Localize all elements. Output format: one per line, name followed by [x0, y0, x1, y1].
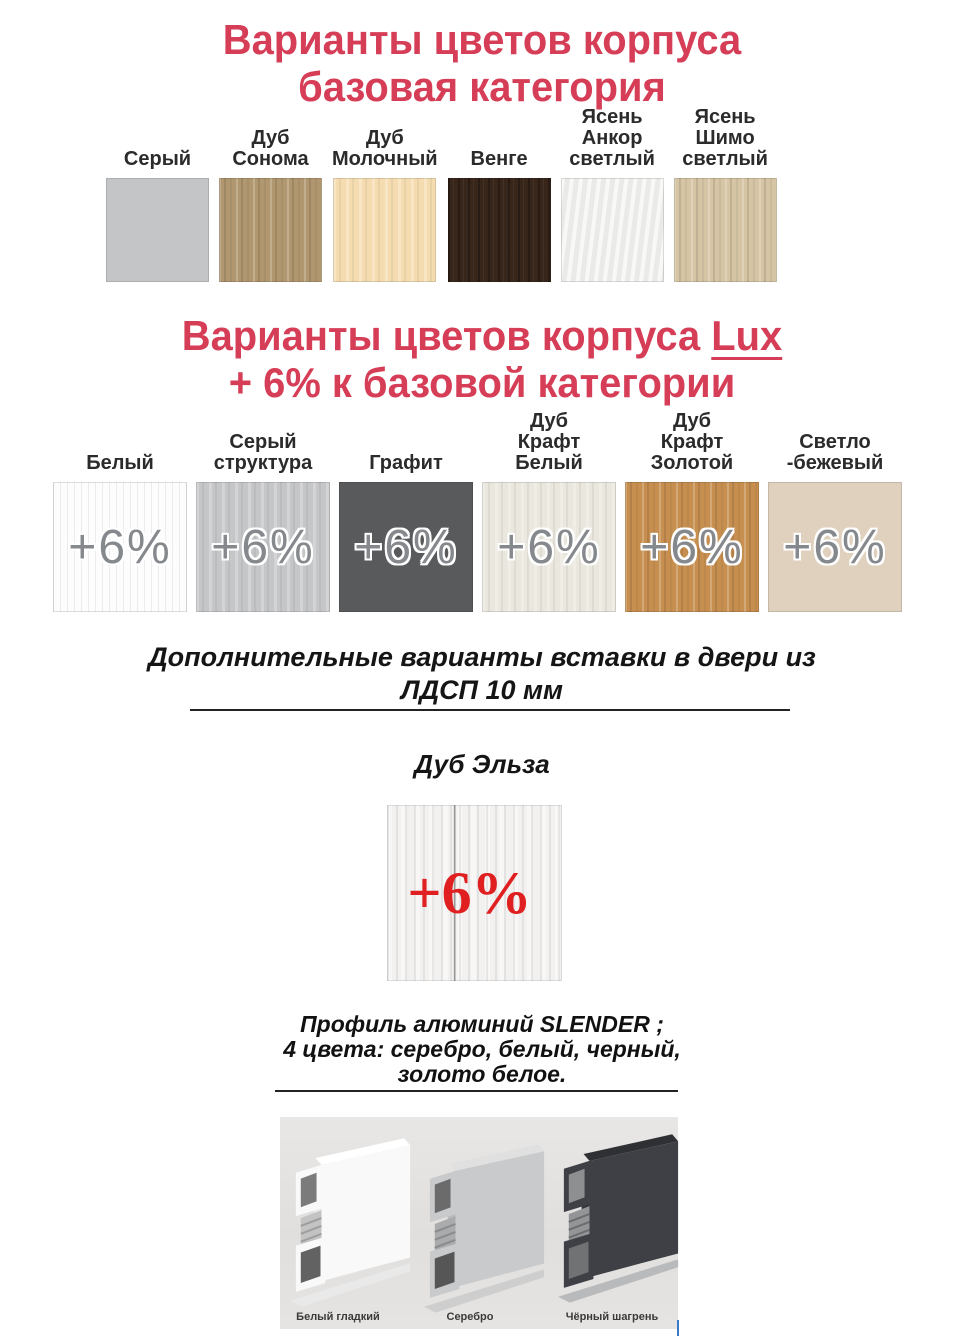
swatch-column	[332, 108, 438, 282]
color-swatch	[339, 482, 473, 612]
base-title-line2: базовая категория	[298, 63, 666, 110]
profile-text-line2: 4 цвета: серебро, белый, черный,	[283, 1036, 681, 1062]
swatch-column	[53, 404, 187, 612]
plus6-badge: +6%	[68, 520, 172, 574]
swatch-label: Светло -бежевый	[786, 431, 884, 474]
swatch-column	[482, 404, 616, 612]
plus6-badge: +6%	[354, 520, 458, 574]
color-swatch	[219, 178, 322, 282]
swatch-label: Ясень Шимо светлый	[682, 106, 768, 170]
profile-image-black	[556, 1131, 684, 1305]
elza-plus6-badge: +6%	[407, 859, 532, 926]
blue-edge-mark	[677, 1320, 679, 1336]
color-swatch	[53, 482, 187, 612]
insert-heading-line1: Дополнительные варианты вставки в двери из	[148, 642, 816, 672]
profile-image-white	[288, 1135, 416, 1309]
swatch-label: Серый структура	[213, 431, 313, 474]
swatch-label: Дуб Сонома	[232, 127, 309, 170]
color-swatch	[561, 178, 664, 282]
elza-swatch-label: Дуб Эльза	[414, 749, 550, 779]
swatch-column	[625, 404, 759, 612]
swatch-column	[448, 108, 551, 282]
photo-label-white: Белый гладкий	[296, 1311, 380, 1323]
insert-heading-line2: ЛДСП 10 мм	[401, 675, 563, 705]
swatch-label: Дуб Крафт Золотой	[650, 410, 734, 474]
color-swatch	[448, 178, 551, 282]
photo-label-black: Чёрный шагрень	[565, 1311, 659, 1323]
color-swatch	[106, 178, 209, 282]
base-section-title	[0, 16, 964, 110]
plus6-badge: +6%	[211, 520, 315, 574]
base-swatch-row	[106, 108, 777, 282]
elza-swatch	[387, 805, 562, 981]
insert-heading	[0, 641, 964, 707]
lux-title-line1-prefix: Варианты цветов корпуса	[181, 312, 712, 359]
swatch-label: Графит	[369, 452, 443, 474]
swatch-label: Дуб Молочный	[332, 127, 438, 170]
lux-title-lux-word: Lux	[711, 312, 783, 359]
color-swatch	[625, 482, 759, 612]
swatch-label: Серый	[123, 148, 192, 170]
lux-title-line1	[24, 312, 940, 359]
base-title-line1: Варианты цветов корпуса	[222, 16, 742, 63]
plus6-badge: +6%	[783, 520, 887, 574]
lux-title-line2: + 6% к базовой категории	[228, 359, 736, 406]
color-swatch	[768, 482, 902, 612]
swatch-column	[768, 404, 902, 612]
photo-label-silver: Серебро	[446, 1311, 494, 1323]
profiles-photo	[280, 1117, 678, 1329]
color-swatch	[674, 178, 777, 282]
lux-section-title	[0, 312, 964, 406]
swatch-label: Венге	[470, 148, 528, 170]
color-swatch	[196, 482, 330, 612]
swatch-label: Белый	[86, 452, 154, 474]
lux-swatch-row	[53, 404, 902, 612]
swatch-label: Дуб Крафт Белый	[515, 410, 583, 474]
profile-text	[0, 1012, 964, 1087]
color-swatch	[333, 178, 436, 282]
swatch-column	[674, 108, 777, 282]
profile-text-underline	[275, 1090, 678, 1092]
profile-text-line3: золото белое.	[397, 1061, 567, 1087]
plus6-badge: +6%	[640, 520, 744, 574]
profile-text-line1: Профиль алюминий SLENDER ;	[300, 1011, 664, 1037]
swatch-column	[219, 108, 322, 282]
swatch-column	[106, 108, 209, 282]
swatch-column	[339, 404, 473, 612]
swatch-column	[196, 404, 330, 612]
profile-image-silver	[422, 1141, 550, 1315]
swatch-label: Ясень Анкор светлый	[569, 106, 655, 170]
color-swatch	[482, 482, 616, 612]
plus6-badge: +6%	[497, 520, 601, 574]
insert-heading-underline	[190, 709, 790, 711]
swatch-column	[561, 108, 664, 282]
